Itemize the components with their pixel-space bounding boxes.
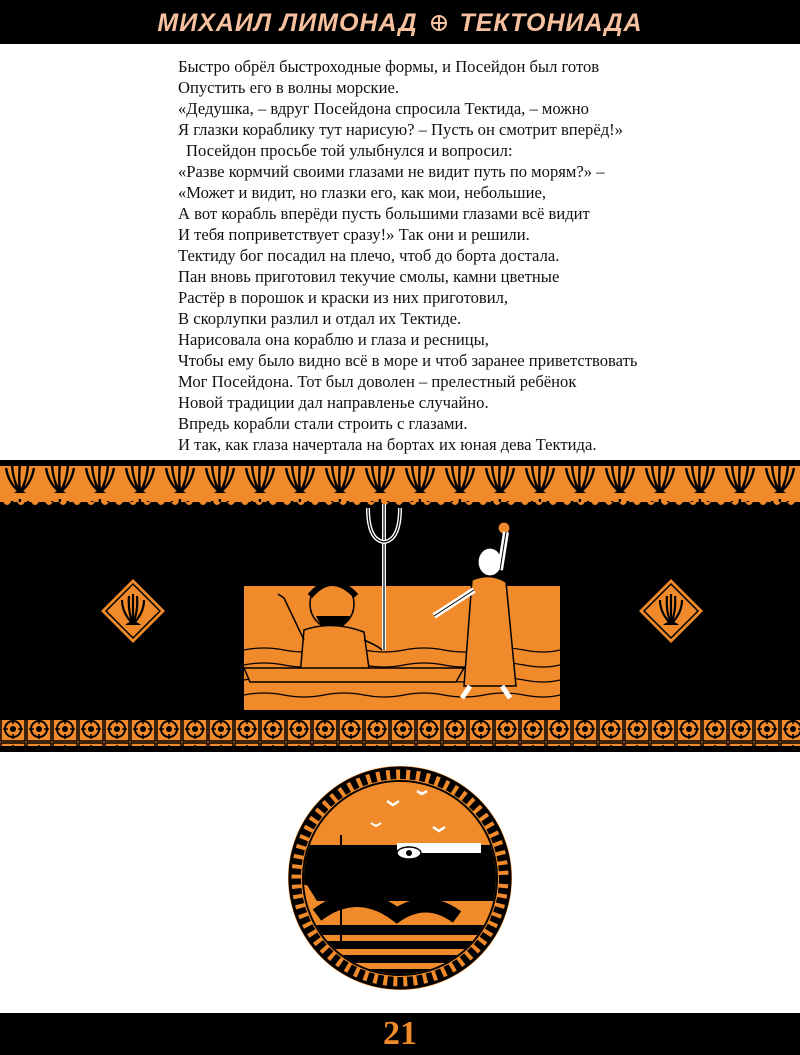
poem-line: И тебя поприветствует сразу!» Так они и решили.	[178, 225, 530, 244]
poem-line: «Разве кормчий своими глазами не видит путь по морям?» –	[178, 162, 605, 181]
poem-line: Посейдон просьбе той улыбнулся и вопросил:	[186, 141, 513, 160]
poem-line: Опустить его в волны морские.	[178, 78, 399, 97]
palmette-diamond-icon	[100, 578, 166, 644]
poem-line: Тектиду бог посадил на плечо, чтоб до борта достала.	[178, 246, 560, 265]
ship-with-eyes-medallion-illustration	[287, 765, 513, 991]
poem-line: Растёр в порошок и краски из них приготовил,	[178, 288, 509, 307]
poem-line: И так, как глаза начертала на бортах их юная дева Тектида.	[178, 435, 597, 454]
circle-ornament-row	[0, 716, 800, 756]
poem-line: Впредь корабли стали строить с глазами.	[178, 414, 468, 433]
poem-line: В скорлупки разлил и отдал их Тектиде.	[178, 309, 462, 328]
poem-line: «Может и видит, но глазки его, как мои, небольшие,	[178, 183, 546, 202]
poem-line: Мог Посейдона. Тот был доволен – прелестный ребёнок	[178, 372, 577, 391]
poem-line: Чтобы ему было видно всё в море и чтоб заранее приветствовать	[178, 351, 638, 370]
poem-line: А вот корабль вперёди пусть большими глазами всё видит	[178, 204, 590, 223]
poem-line: Я глазки кораблику тут нарисую? – Пусть он смотрит вперёд!»	[178, 120, 623, 139]
poem-line: «Дедушка, – вдруг Посейдона спросила Тектида, – можно	[178, 99, 589, 118]
poem-line: Пан вновь приготовил текучие смолы, камни цветные	[178, 267, 560, 286]
book-title: ТЕКТОНИАДА	[459, 9, 643, 38]
header-title	[0, 0, 800, 44]
circle-cross-icon	[430, 14, 448, 32]
poem-line: Новой традиции дал направленье случайно.	[178, 393, 489, 412]
poem-line: Быстро обрёл быстроходные формы, и Посейдон был готов	[178, 57, 600, 76]
page-number: 21	[383, 1015, 417, 1052]
poseidon-and-tektida-illustration	[244, 500, 560, 710]
palmette-diamond-icon	[638, 578, 704, 644]
poem-line: Нарисовала она кораблю и глаза и ресницы,	[178, 330, 489, 349]
author-name: МИХАИЛ ЛИМОНАД	[157, 9, 418, 38]
poem-text	[178, 56, 738, 455]
